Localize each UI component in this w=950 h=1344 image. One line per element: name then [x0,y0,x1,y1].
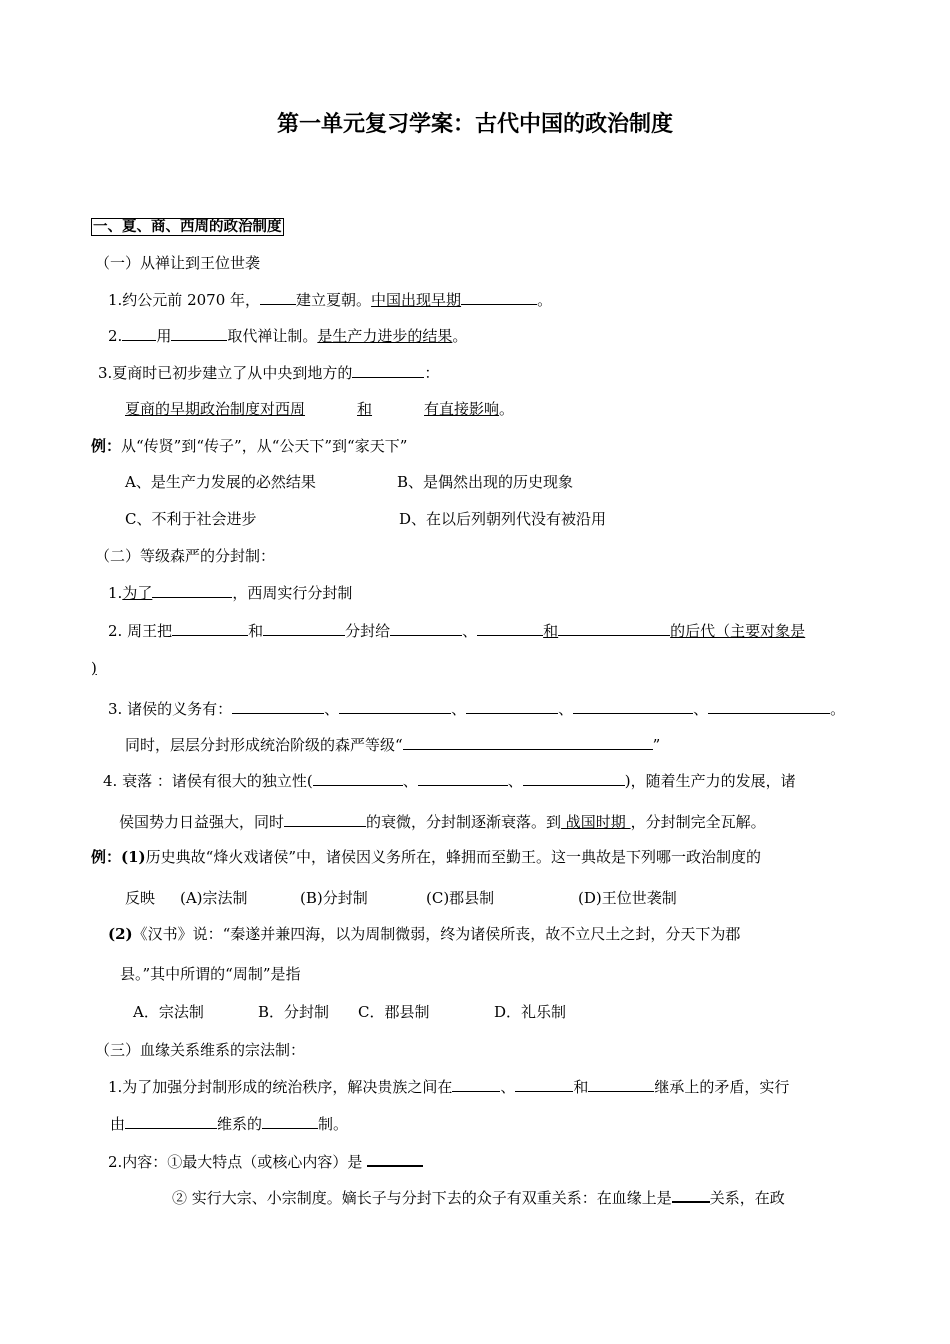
separator: 、 [558,700,574,718]
clan-1-c: 和 [573,1078,589,1096]
option-b: B、是偶然出现的历史现象 [397,473,574,491]
fill-blank[interactable] [172,620,248,636]
example-label: 例： [91,437,122,455]
q1-option-a: (A)宗法制 [180,889,248,907]
fill-blank[interactable] [122,325,156,341]
example-1-question [91,436,407,456]
fill-blank[interactable] [263,620,345,636]
q2-option-c: C．郡县制 [358,1003,430,1021]
feudal-3-c: ” [652,736,661,754]
feudal-2-c: 分封给 [345,622,391,640]
underlined-space [372,399,424,414]
fill-blank[interactable] [403,734,653,750]
clan-2-c: 关系，在政 [709,1189,785,1207]
section-heading [91,216,284,237]
option-a: A、是生产力发展的必然结果 [125,473,316,491]
fill-blank[interactable] [260,289,296,305]
feudal-item-2 [108,620,805,641]
feudal-2-g: 对象是 [760,622,806,640]
option-c: C、不利于社会进步 [125,510,257,528]
separator: 、 [507,772,523,790]
item-2-text-c: 取代禅让制。 [227,327,318,345]
feudal-item-4 [103,770,796,791]
example-2-q1 [91,847,761,867]
fill-blank[interactable] [339,698,451,714]
clan-2-a: 2.内容：①最大特点（或核心内容）是 [108,1153,368,1171]
item-3-text-a: 3.夏商时已初步建立了从中央到地方的 [98,364,353,382]
item-3-text-b: ： [424,364,440,382]
item-2-text-e: 。 [452,327,468,345]
subsection-3-heading: （三）血缘关系维系的宗法制： [95,1041,306,1059]
clan-1-e: 由 [110,1115,126,1133]
fill-blank[interactable] [515,1076,573,1092]
option-d: D、在以后列朝列代没有被沿用 [399,510,607,528]
clan-1-g: 制。 [318,1115,349,1133]
subsection-1-heading: （一）从禅让到王位世袭 [95,254,261,272]
separator: 、 [324,700,340,718]
fill-blank[interactable] [171,325,227,341]
clan-item-2-cont [172,1186,785,1208]
feudal-item-1 [108,582,352,603]
separator: 、 [693,700,709,718]
q2-option-b: B．分封制 [258,1003,330,1021]
fill-blank[interactable] [558,620,670,636]
example-label: 例： [91,848,122,866]
fill-blank[interactable] [466,698,558,714]
feudal-4-d: 的衰微，分封制逐渐衰落。到 [366,813,562,831]
q1-text: 历史典故“烽火戏诸侯”中，诸侯因义务所在，蜂拥而至勤王。这一典故是下列哪一政治制度的 [145,848,761,866]
period: 。 [830,700,846,718]
q2-option-d: D．礼乐制 [494,1003,567,1021]
feudal-3-a: 3. 诸侯的义务有： [108,700,233,718]
item-2-line [108,325,467,346]
subsection-2-heading: （二）等级森严的分封制： [95,547,276,565]
item-3-note [125,399,514,419]
q1-option-d: (D)王位世袭制 [578,889,677,907]
fill-blank[interactable] [313,770,403,786]
clan-1-a: 1.为了加强分封制形成的统治秩序，解决贵族之间在 [108,1078,453,1096]
item-3-note-d: 。 [499,400,515,418]
item-1-text-d: 。 [537,291,553,309]
feudal-4-e: 战国时期 [561,813,631,831]
fill-blank[interactable] [367,1150,423,1167]
clan-1-f: 维系的 [217,1115,263,1133]
fill-blank[interactable] [262,1113,318,1129]
fill-blank[interactable] [232,698,324,714]
example-1-text: 从“传贤”到“传子”，从“公天下”到“家天下” [121,437,408,455]
feudal-1-c: ，西周实行分封制 [232,584,353,602]
feudal-4-a: 4. 衰落 ：诸侯有很大的独立性( [103,772,313,790]
feudal-3-hierarchy [125,734,660,755]
q1-option-c: (C)郡县制 [426,889,495,907]
item-2-text-a: 2. [108,327,123,345]
feudal-1-a: 1. [108,584,123,602]
fill-blank[interactable] [452,1076,500,1092]
separator: 、 [451,700,467,718]
fill-blank[interactable] [352,362,424,378]
feudal-4-cont [119,811,766,832]
item-1-text-c: 中国出现早期 [371,291,462,309]
feudal-2-a: 2. 周王把 [108,622,173,640]
feudal-2-f: 的后代（主要 [670,622,761,640]
feudal-2-b: 和 [248,622,264,640]
feudal-1-b: 为了 [122,584,153,602]
item-1-text-a: 1.约公元前 2070 年， [108,291,261,309]
fill-blank[interactable] [418,770,508,786]
clan-1-d: 继承上的矛盾，实行 [654,1078,790,1096]
fill-blank[interactable] [588,1076,654,1092]
fill-blank[interactable] [125,1113,217,1129]
item-3-line [98,362,439,383]
fill-blank[interactable] [461,289,537,305]
item-3-note-c: 有直接影响 [424,400,500,418]
fill-blank[interactable] [708,698,830,714]
clan-2-b: ② 实行大宗、小宗制度。嫡长子与分封下去的众子有双重关系：在血缘上是 [172,1189,672,1207]
fill-blank[interactable] [573,698,693,714]
feudal-4-f: ，分封制完全瓦解。 [630,813,766,831]
q2-number: (2) [108,925,133,943]
example-2-q2 [108,924,740,944]
feudal-4-b: )，随着生产力的发展，诸 [624,772,796,790]
item-3-note-b: 和 [357,400,373,418]
section-heading-text: 一、夏、商、西周的政治制度 [93,219,282,235]
q1-option-b: (B)分封制 [300,889,368,907]
item-2-text-d: 是生产力进步的结果 [317,327,453,345]
clan-item-2 [108,1150,423,1172]
fill-blank[interactable] [284,811,366,827]
clan-item-1-cont [110,1113,348,1134]
fill-blank[interactable] [152,582,232,598]
fill-blank[interactable] [390,620,462,636]
feudal-2-e: 和 [543,622,559,640]
item-2-text-b: 用 [156,327,172,345]
fill-blank[interactable] [523,770,625,786]
feudal-4-c: 侯国势力日益强大，同时 [119,813,285,831]
clan-1-b: 、 [500,1078,516,1096]
underlined-space [305,399,357,414]
q1-number: (1) [121,848,146,866]
separator: 、 [402,772,418,790]
fill-blank[interactable] [477,620,543,636]
page-title: 第一单元复习学案：古代中国的政治制度 [276,112,673,137]
q2-text: 《汉书》说：“秦遂并兼四海，以为周制微弱，终为诸侯所丧，故不立尺土之封，分天下为郡 [132,925,741,943]
item-1-text-b: 建立夏朝。 [296,291,372,309]
fill-blank[interactable] [672,1186,710,1203]
feudal-2-d: 、 [462,622,478,640]
q1-reflect: 反映 [125,889,156,907]
feudal-3-b: 同时，层层分封形成统治阶级的森严等级“ [125,736,403,754]
item-3-note-a: 夏商的早期政治制度对西周 [125,400,306,418]
item-1-line [108,289,552,310]
q2-text-cont: 县。”其中所谓的“周制”是指 [120,965,301,983]
q2-option-a: A．宗法制 [133,1003,204,1021]
feudal-item-3 [108,698,845,719]
feudal-2-close: ) [91,659,97,677]
clan-item-1 [108,1076,789,1097]
